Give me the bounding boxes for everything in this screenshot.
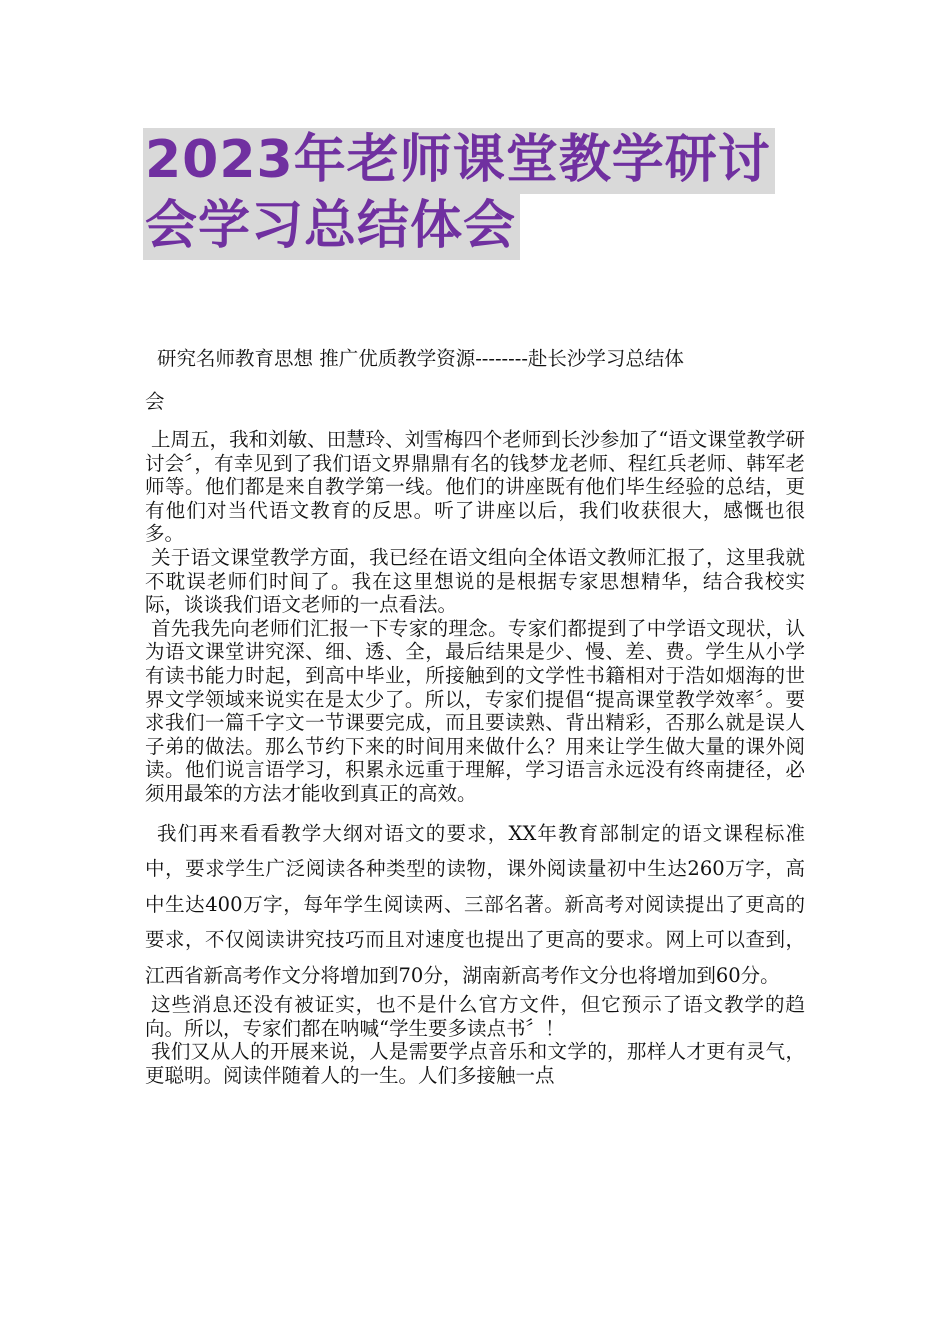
document-title bbox=[143, 128, 823, 260]
paragraph-3: 首先我先向老师们汇报一下专家的理念。专家们都提到了中学语文现状，认为语文课堂讲究深、细、透、全，最后结果是少、慢、差、费。学生从小学有读书能力时起，到高中毕业，所接触到的文学性书籍相对于浩如烟海的世界文学领域来说实在是太少了。所以，专家们提倡“提高课堂教学效率〞。要求我们一篇千字文一节课要完成，而且要读熟、背出精彩，否那么就是误人子弟的做法。那么节约下来的时间用来做什么？用来让学生做大量的课外阅读。他们说言语学习，积累永远重于理解，学习语言永远没有终南捷径，必须用最笨的方法才能收到真正的高效。 bbox=[145, 616, 805, 805]
paragraph-1: 上周五，我和刘敏、田慧玲、刘雪梅四个老师到长沙参加了“语文课堂教学研讨会〞，有幸见到了我们语文界鼎鼎有名的钱梦龙老师、程红兵老师、韩军老师等。他们都是来自教学第一线。他们的讲座既有他们毕生经验的总结，更有他们对当代语文教育的反思。听了讲座以后，我们收获很大，感慨也很多。 bbox=[145, 428, 805, 546]
subtitle-continuation: 会 bbox=[145, 390, 165, 413]
paragraph-6: 我们又从人的开展来说，人是需要学点音乐和文学的，那样人才更有灵气，更聪明。阅读伴随着人的一生。人们多接触一点 bbox=[145, 1040, 805, 1087]
subtitle: 研究名师教育思想 推广优质教学资源--------赴长沙学习总结体 bbox=[157, 347, 684, 370]
paragraph-4: 我们再来看看教学大纲对语文的要求，XX年教育部制定的语文课程标准中，要求学生广泛阅读各种类型的读物，课外阅读量初中生达260万字，高中生达400万字，每年学生阅读两、三部名著。新高考对阅读提出了更高的要求，不仅阅读讲究技巧而且对速度也提出了更高的要求。网上可以查到，江西省新高考作文分将增加到70分，湖南新高考作文分也将增加到60分。 bbox=[145, 821, 805, 987]
title-line-1: 2023年老师课堂教学研讨 bbox=[143, 128, 775, 194]
document-body bbox=[145, 336, 805, 1087]
paragraph-2: 关于语文课堂教学方面，我已经在语文组向全体语文教师汇报了，这里我就不耽误老师们时间了。我在这里想说的是根据专家思想精华，结合我校实际，谈谈我们语文老师的一点看法。 bbox=[145, 545, 805, 617]
paragraph-5: 这些消息还没有被证实，也不是什么官方文件，但它预示了语文教学的趋向。所以，专家们都在呐喊“学生要多读点书〞！ bbox=[145, 993, 805, 1040]
title-line-2: 会学习总结体会 bbox=[143, 194, 520, 260]
